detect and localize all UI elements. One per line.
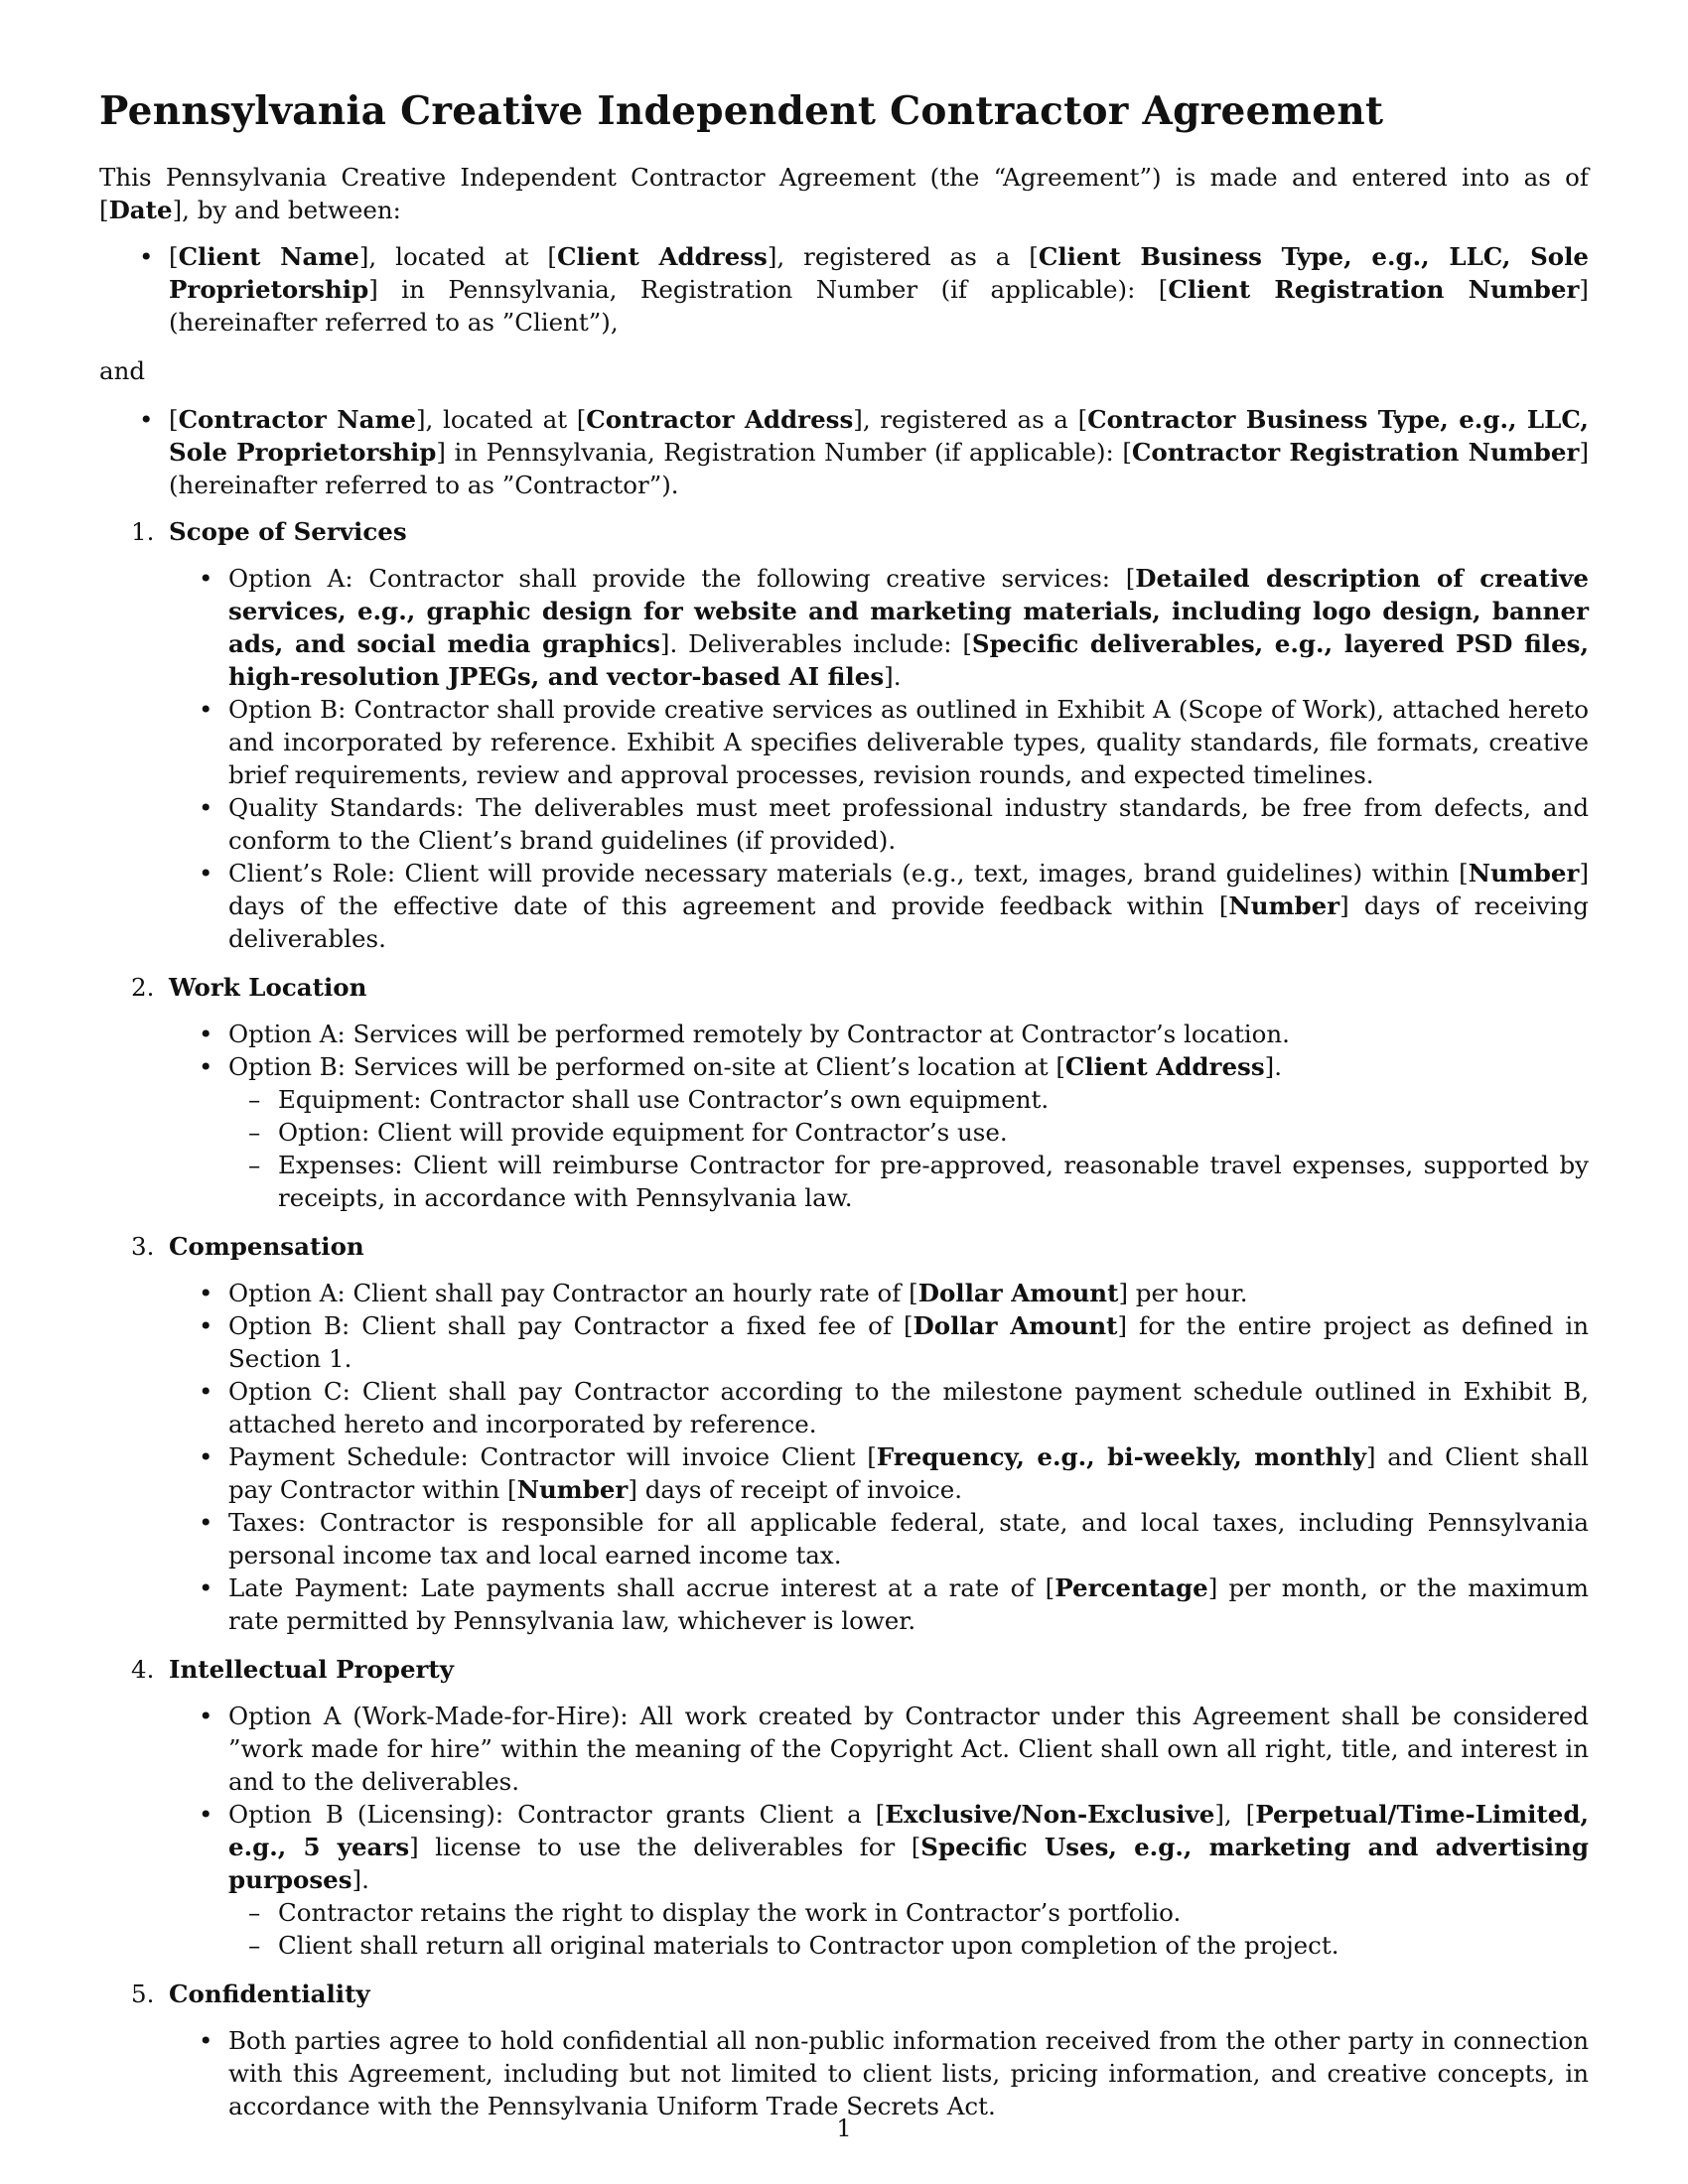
party-text: (hereinafter referred to as ”Client”), bbox=[169, 308, 619, 337]
party-text: , located at bbox=[368, 242, 548, 271]
bullet-text: for the entire project as defined in Section 1. bbox=[228, 1311, 1589, 1373]
bullet-item: • Option C: Client shall pay Contractor according to the milestone payment schedule outlined in Exhibit B, attached hereto and incorporated by reference. bbox=[99, 1375, 1589, 1440]
client-party-item: • [Client Name], located at [Client Address], registered as a [Client Business Type, e.g., LLC, Sole Proprietorship] in Pennsylvania, Registration Number (if applicable): [Client Registration Number] (hereinafter referred to as ”Client”), bbox=[99, 240, 1589, 339]
bullet-text: . Deliverables include: bbox=[669, 629, 963, 658]
bullet-text: . bbox=[1274, 1052, 1282, 1081]
date-placeholder: Date bbox=[108, 196, 173, 224]
section-number: 1. bbox=[131, 517, 155, 546]
section-number: 2. bbox=[131, 973, 155, 1002]
bullet-text: days of receipt of invoice. bbox=[636, 1475, 963, 1504]
contractor-name-placeholder: Contractor Name bbox=[178, 405, 416, 434]
bullet-text: days of the effective date of this agreement and provide feedback within bbox=[228, 891, 1219, 920]
contractor-registration-placeholder: Contractor Registration Number bbox=[1131, 438, 1580, 467]
section-intellectual-property bbox=[99, 1653, 1589, 1962]
bullet-item: • Option B: Client shall pay Contractor a fixed fee of [Dollar Amount] for the entire project as defined in Section 1. bbox=[99, 1309, 1589, 1375]
placeholder: Detailed description of creative services, e.g., graphic design for website and marketing materials, including logo design, banner ads, and social media graphics bbox=[228, 564, 1589, 658]
document-title: Pennsylvania Creative Independent Contractor Agreement bbox=[99, 88, 1384, 134]
bullet-text: , bbox=[1223, 1800, 1246, 1829]
bullet-text: Option B: Services will be performed on-site at Client’s location at bbox=[228, 1052, 1056, 1081]
client-address-placeholder: Client Address bbox=[556, 242, 768, 271]
section-heading bbox=[99, 1653, 1589, 1686]
bullet-item: • Option B: Contractor shall provide creative services as outlined in Exhibit A (Scope of Work), attached hereto and incorporated by reference. Exhibit A specifies deliverable types, quality standards, file formats, creative brief requirements, review and approval processes, revision rounds, and expected timelines. bbox=[99, 693, 1589, 791]
section-number: 3. bbox=[131, 1232, 155, 1261]
section-heading bbox=[99, 971, 1589, 1004]
bullet-item: • Option A: Contractor shall provide the following creative services: [Detailed description of creative services, e.g., graphic design for website and marketing materials, including logo design, banner ads, and social media graphics]. Deliverables include: [Specific deliverables, e.g., layered PSD files, high-resolution JPEGs, and vector-based AI files]. bbox=[99, 562, 1589, 693]
section-title: Work Location bbox=[169, 973, 367, 1002]
intro-text: This Pennsylvania Creative Independent Contractor Agreement (the “Agreement”) is made and entered into as of bbox=[99, 163, 1589, 192]
section-bullets bbox=[99, 562, 1589, 955]
bullet-text: per hour. bbox=[1128, 1279, 1248, 1307]
bullet-item: • Option B: Services will be performed on-site at Client’s location at [Client Address]. bbox=[99, 1050, 1589, 1083]
sub-bullets bbox=[99, 1083, 1589, 1214]
contractor-party-item: • [Contractor Name], located at [Contractor Address], registered as a [Contractor Business Type, e.g., LLC, Sole Proprietorship] in Pennsylvania, Registration Number (if applicable): [Contractor Registration Number] (hereinafter referred to as ”Contractor”). bbox=[99, 403, 1589, 501]
placeholder: Number bbox=[516, 1475, 629, 1504]
section-bullets bbox=[99, 1018, 1589, 1083]
section-number: 5. bbox=[131, 1979, 155, 2008]
party-text: , located at bbox=[425, 405, 577, 434]
bullet-text: Option A: Contractor shall provide the following creative services: bbox=[228, 564, 1126, 593]
section-compensation bbox=[99, 1230, 1589, 1637]
placeholder: Exclusive/Non-Exclusive bbox=[885, 1800, 1215, 1829]
placeholder: Frequency, e.g., bi-weekly, monthly bbox=[876, 1442, 1366, 1471]
bullet-item: • Late Payment: Late payments shall accrue interest at a rate of [Percentage] per month, or the maximum rate permitted by Pennsylvania law, whichever is lower. bbox=[99, 1571, 1589, 1637]
bullet-item: • Both parties agree to hold confidential all non-public information received from the other party in connection with this Agreement, including but not limited to client lists, pricing information, and creative concepts, in accordance with the Pennsylvania Uniform Trade Secrets Act. bbox=[99, 2024, 1589, 2122]
section-title: Compensation bbox=[169, 1232, 364, 1261]
contractor-party-list bbox=[99, 403, 1589, 501]
bullet-text: . bbox=[893, 662, 902, 691]
sections-list bbox=[99, 515, 1589, 2122]
party-text: (hereinafter referred to as ”Contractor”). bbox=[169, 471, 679, 499]
section-title: Confidentiality bbox=[169, 1979, 370, 2008]
section-heading bbox=[99, 515, 1589, 548]
contractor-business-type-placeholder: Contractor Business Type, e.g., LLC, Sole Proprietorship bbox=[169, 405, 1589, 467]
page-number: 1 bbox=[836, 2115, 852, 2142]
bullet-item: • Taxes: Contractor is responsible for all applicable federal, state, and local taxes, including Pennsylvania personal income tax and local earned income tax. bbox=[99, 1506, 1589, 1571]
bullet-text: . bbox=[361, 1865, 369, 1894]
bullet-text: Payment Schedule: Contractor will invoice Client bbox=[228, 1442, 868, 1471]
section-bullets bbox=[99, 2024, 1589, 2122]
placeholder: Specific deliverables, e.g., layered PSD files, high-resolution JPEGs, and vector-based AI files bbox=[228, 629, 1590, 691]
sub-bullet-item: – Client shall return all original materials to Contractor upon completion of the project. bbox=[99, 1929, 1589, 1962]
section-bullets bbox=[99, 1277, 1589, 1637]
bullet-text: Option B: Client shall pay Contractor a fixed fee of bbox=[228, 1311, 904, 1340]
bullet-item: • Option A (Work-Made-for-Hire): All work created by Contractor under this Agreement shall be considered ”work made for hire” within the meaning of the Copyright Act. Client shall own all right, title, and interest in and to the deliverables. bbox=[99, 1700, 1589, 1798]
bullet-item: • Option A: Client shall pay Contractor an hourly rate of [Dollar Amount] per hour. bbox=[99, 1277, 1589, 1309]
contractor-address-placeholder: Contractor Address bbox=[586, 405, 854, 434]
document-page bbox=[99, 79, 1589, 2138]
placeholder: Specific Uses, e.g., marketing and advertising purposes bbox=[228, 1833, 1589, 1894]
bullet-item: • Option A: Services will be performed remotely by Contractor at Contractor’s location. bbox=[99, 1018, 1589, 1050]
party-text: , registered as a bbox=[862, 405, 1078, 434]
placeholder: Dollar Amount bbox=[917, 1279, 1119, 1307]
client-name-placeholder: Client Name bbox=[178, 242, 359, 271]
placeholder: Number bbox=[1228, 891, 1340, 920]
bullet-text: Late Payment: Late payments shall accrue interest at a rate of bbox=[228, 1573, 1046, 1602]
placeholder: Number bbox=[1468, 859, 1580, 887]
sub-bullets bbox=[99, 1896, 1589, 1962]
section-scope-of-services bbox=[99, 515, 1589, 955]
bullet-text: Option A: Client shall pay Contractor an hourly rate of bbox=[228, 1279, 910, 1307]
bullet-text: per month, or the maximum rate permitted by Pennsylvania law, whichever is lower. bbox=[228, 1573, 1589, 1635]
and-separator: and bbox=[99, 356, 146, 385]
bullet-item: • Payment Schedule: Contractor will invoice Client [Frequency, e.g., bi-weekly, monthly] and Client shall pay Contractor within [Number] days of receipt of invoice. bbox=[99, 1440, 1589, 1506]
placeholder: Percentage bbox=[1055, 1573, 1208, 1602]
client-registration-placeholder: Client Registration Number bbox=[1168, 275, 1580, 304]
party-text: , registered as a bbox=[776, 242, 1030, 271]
section-confidentiality bbox=[99, 1978, 1589, 2122]
section-bullets bbox=[99, 1700, 1589, 1896]
sub-bullet-item: – Equipment: Contractor shall use Contractor’s own equipment. bbox=[99, 1083, 1589, 1116]
sub-bullet-item: – Expenses: Client will reimburse Contractor for pre-approved, reasonable travel expenses, supported by receipts, in accordance with Pennsylvania law. bbox=[99, 1149, 1589, 1214]
placeholder: Client Address bbox=[1064, 1052, 1265, 1081]
bullet-text: license to use the deliverables for bbox=[418, 1833, 912, 1861]
section-title: Intellectual Property bbox=[169, 1655, 454, 1684]
client-business-type-placeholder: Client Business Type, e.g., LLC, Sole Proprietorship bbox=[169, 242, 1589, 304]
bullet-item: • Client’s Role: Client will provide necessary materials (e.g., text, images, brand guidelines) within [Number] days of the effective date of this agreement and provide feedback within [Number] days of receiving deliverables. bbox=[99, 857, 1589, 955]
sub-bullet-item: – Option: Client will provide equipment for Contractor’s use. bbox=[99, 1116, 1589, 1149]
section-title: Scope of Services bbox=[169, 517, 407, 546]
bullet-item: • Option B (Licensing): Contractor grants Client a [Exclusive/Non-Exclusive], [Perpetual/Time-Limited, e.g., 5 years] license to use the deliverables for [Specific Uses, e.g., marketing and advertising purposes]. bbox=[99, 1798, 1589, 1896]
placeholder: Perpetual/Time-Limited, e.g., 5 years bbox=[228, 1800, 1589, 1861]
intro-tail: , by and between: bbox=[182, 196, 401, 224]
section-number: 4. bbox=[131, 1655, 155, 1684]
section-heading bbox=[99, 1978, 1589, 2010]
client-party-list bbox=[99, 240, 1589, 339]
section-work-location bbox=[99, 971, 1589, 1214]
bullet-item: • Quality Standards: The deliverables must meet professional industry standards, be free from defects, and conform to the Client’s brand guidelines (if provided). bbox=[99, 791, 1589, 857]
intro-paragraph: This Pennsylvania Creative Independent Contractor Agreement (the “Agreement”) is made and entered into as of [Date], by and between: bbox=[99, 163, 1589, 224]
placeholder: Dollar Amount bbox=[913, 1311, 1118, 1340]
sub-bullet-item: – Contractor retains the right to display the work in Contractor’s portfolio. bbox=[99, 1896, 1589, 1929]
bullet-text: Option B (Licensing): Contractor grants Client a bbox=[228, 1800, 876, 1829]
section-heading bbox=[99, 1230, 1589, 1263]
party-text: in Pennsylvania, Registration Number (if applicable): bbox=[377, 275, 1159, 304]
bullet-text: Client’s Role: Client will provide necessary materials (e.g., text, images, brand guidelines) within bbox=[228, 859, 1460, 887]
bullet-text: and Client shall pay Contractor within bbox=[228, 1442, 1589, 1504]
bullet-text: days of receiving deliverables. bbox=[228, 891, 1589, 953]
party-text: in Pennsylvania, Registration Number (if applicable): bbox=[445, 438, 1123, 467]
